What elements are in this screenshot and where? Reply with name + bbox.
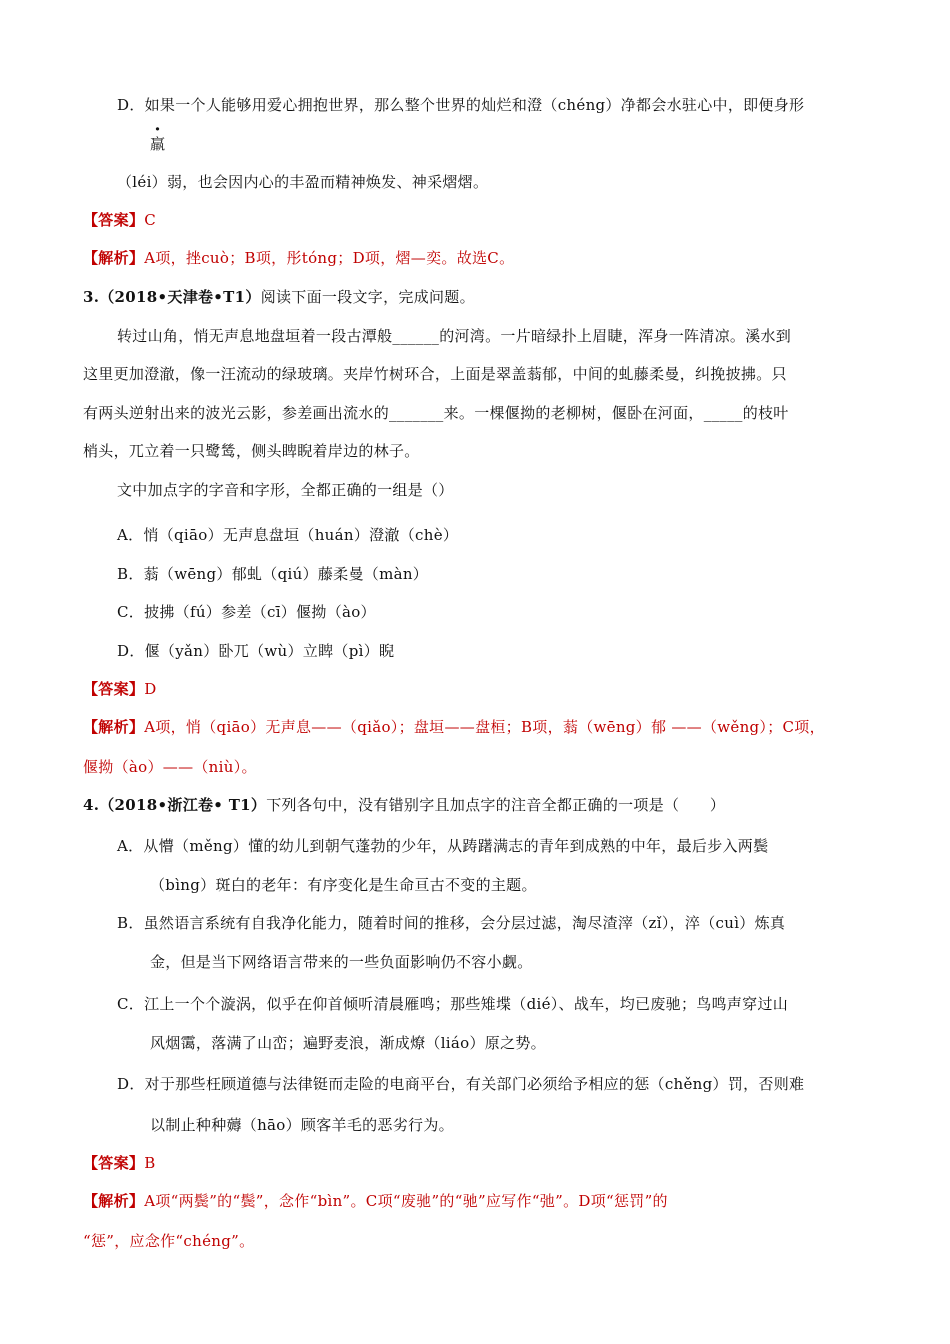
q4-option-d-line1: D．对于那些枉顾道德与法律铤而走险的电商平台，有关部门必须给予相应的惩（chěng）罚，否则难 <box>117 1075 805 1093</box>
answer-value: B <box>144 1154 156 1172</box>
answer-value: D <box>144 680 157 698</box>
q3-answer <box>83 679 157 699</box>
q4-option-a-line1: A．从懵（měng）懂的幼儿到朝气蓬勃的少年，从踌躇满志的青年到成熟的中年，最后步入两鬓 <box>117 837 769 855</box>
analysis-text: A项，悄（qiāo）无声息——（qiǎo）；盘垣——盘桓；B项，蓊（wēng）郁 ——（wěng）；C项， <box>144 718 825 736</box>
q3-stem: 文中加点字的字音和字形，全都正确的一组是（） <box>117 481 454 499</box>
q4-option-b-line2: 金，但是当下网络语言带来的一些负面影响仍不容小觑。 <box>150 953 533 971</box>
q4-header <box>83 795 725 815</box>
q2-answer <box>83 210 156 230</box>
analysis-text: A项，挫cuò；B项，彤tóng；D项，熠—奕。故选C。 <box>144 249 515 267</box>
answer-label: 【答案】 <box>83 680 145 698</box>
q2-option-d-line1: D．如果一个人能够用爱心拥抱世界，那么整个世界的灿烂和澄（chéng）净都会水驻心中，即便身形 <box>117 96 805 114</box>
q4-option-c-line1: C．江上一个个漩涡，似乎在仰首倾听清晨雁鸣；那些雉堞（dié）、战车，均已废驰；鸟鸣声穿过山 <box>117 995 789 1013</box>
dotted-char: 羸 <box>150 135 166 153</box>
analysis-label: 【解析】 <box>83 249 145 267</box>
q3-option-d: D．偃（yǎn）卧兀（wù）立睥（pì）睨 <box>117 642 395 660</box>
q3-header <box>83 287 475 307</box>
q3-option-c: C．披拂（fú）参差（cī）偃拗（ào） <box>117 603 376 621</box>
q4-analysis-line1 <box>83 1191 668 1211</box>
answer-label: 【答案】 <box>83 211 145 229</box>
q3-passage-line2: 这里更加澄澈，像一汪流动的绿玻璃。夹岸竹树环合，上面是翠盖蓊郁，中间的虬藤柔曼，纠挽披拂。只 <box>83 365 787 383</box>
q4-option-d-line2: 以制止种种薅（hāo）顾客羊毛的恶劣行为。 <box>150 1116 454 1134</box>
analysis-text: A项“两鬓”的“鬓”，念作“bìn”。C项“废驰”的“驰”应写作“弛”。D项“惩罚”的 <box>144 1192 668 1210</box>
q2-option-d-dotted-char <box>150 134 165 154</box>
answer-value: C <box>144 211 156 229</box>
q4-answer <box>83 1153 156 1173</box>
question-prompt: 阅读下面一段文字，完成问题。 <box>260 288 475 306</box>
question-number: 4.（2018•浙江卷• T1） <box>83 796 267 814</box>
q3-analysis-line2: 偃拗（ào）——（niù）。 <box>83 758 257 776</box>
q3-option-a: A．悄（qiāo）无声息盘垣（huán）澄澈（chè） <box>117 526 459 544</box>
analysis-label: 【解析】 <box>83 1192 145 1210</box>
q3-passage-line4: 梢头，兀立着一只鹭鸶，侧头睥睨着岸边的林子。 <box>83 442 420 460</box>
question-prompt: 下列各句中，没有错别字且加点字的注音全都正确的一项是（ ） <box>266 796 726 814</box>
q2-option-d-line2: （léi）弱，也会因内心的丰盈而精神焕发、神采熠熠。 <box>117 173 489 191</box>
q4-option-c-line2: 风烟霭，落满了山峦；遍野麦浪，渐成燎（liáo）原之势。 <box>150 1034 546 1052</box>
q2-analysis <box>83 248 514 268</box>
q3-analysis-line1 <box>83 717 825 737</box>
q3-option-b: B．蓊（wēng）郁虬（qiú）藤柔曼（màn） <box>117 565 429 583</box>
q3-passage-line1: 转过山角，悄无声息地盘垣着一段古潭般______的河湾。一片暗绿扑上眉睫，浑身一阵清凉。溪水到 <box>117 327 792 345</box>
q4-option-a-line2: （bìng）斑白的老年：有序变化是生命亘古不变的主题。 <box>150 876 537 894</box>
analysis-label: 【解析】 <box>83 718 145 736</box>
question-number: 3.（2018•天津卷•T1） <box>83 288 261 306</box>
q4-analysis-line2: “惩”，应念作“chéng”。 <box>83 1232 255 1250</box>
q3-passage-line3: 有两头逆射出来的波光云影，参差画出流水的_______来。一棵偃拗的老柳树，偃卧在河面，_____的枝叶 <box>83 404 789 422</box>
q4-option-b-line1: B．虽然语言系统有自我净化能力，随着时间的推移，会分层过滤，淘尽渣滓（zǐ），淬（cuì）炼真 <box>117 914 786 932</box>
answer-label: 【答案】 <box>83 1154 145 1172</box>
